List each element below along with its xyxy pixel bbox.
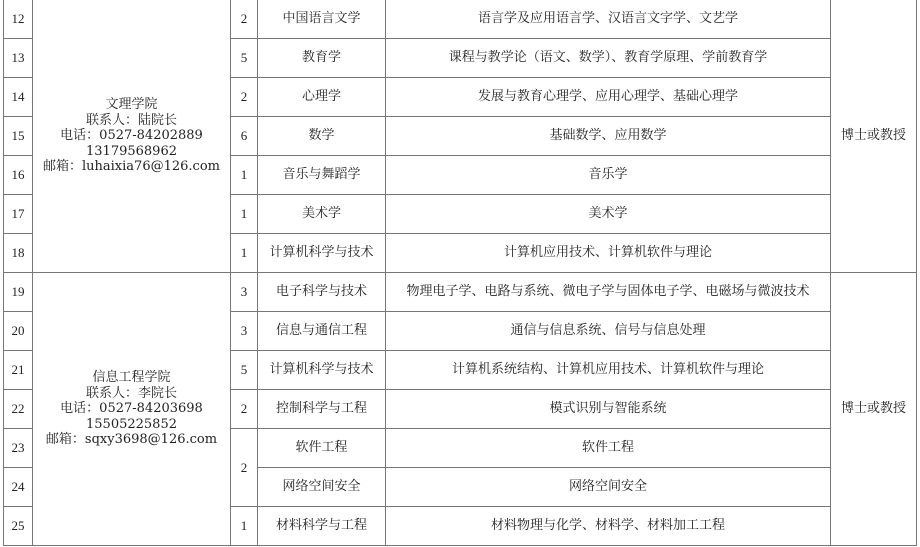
major-cell: 材料科学与工程 bbox=[258, 507, 386, 546]
college-contact-cell bbox=[33, 273, 231, 546]
row-number-cell: 17 bbox=[4, 195, 33, 234]
row-number-cell: 16 bbox=[4, 156, 33, 195]
recruitment-table bbox=[3, 0, 917, 546]
college-mobile: 13179568962 bbox=[86, 143, 177, 159]
major-cell: 网络空间安全 bbox=[258, 468, 386, 507]
table-row bbox=[4, 273, 917, 312]
major-cell: 美术学 bbox=[258, 195, 386, 234]
headcount-cell: 1 bbox=[231, 156, 258, 195]
college-phone: 电话：0527-84203698 bbox=[60, 401, 203, 417]
college-college: 信息工程学院 bbox=[92, 370, 171, 386]
row-number-cell: 19 bbox=[4, 273, 33, 312]
major-cell: 心理学 bbox=[258, 78, 386, 117]
row-number-cell: 13 bbox=[4, 39, 33, 78]
research-direction-cell: 计算机系统结构、计算机应用技术、计算机软件与理论 bbox=[386, 351, 831, 390]
row-number-cell: 21 bbox=[4, 351, 33, 390]
major-cell: 数学 bbox=[258, 117, 386, 156]
row-number-cell: 20 bbox=[4, 312, 33, 351]
major-cell: 软件工程 bbox=[258, 429, 386, 468]
college-mobile: 15505225852 bbox=[86, 416, 177, 432]
research-direction-cell: 音乐学 bbox=[386, 156, 831, 195]
headcount-cell: 2 bbox=[231, 429, 258, 507]
row-number-cell: 23 bbox=[4, 429, 33, 468]
headcount-cell: 5 bbox=[231, 39, 258, 78]
research-direction-cell: 网络空间安全 bbox=[386, 468, 831, 507]
headcount-cell: 3 bbox=[231, 312, 258, 351]
major-cell: 控制科学与工程 bbox=[258, 390, 386, 429]
row-number-cell: 24 bbox=[4, 468, 33, 507]
row-number-cell: 18 bbox=[4, 234, 33, 273]
research-direction-cell: 基础数学、应用数学 bbox=[386, 117, 831, 156]
college-contact-cell bbox=[33, 0, 231, 273]
research-direction-cell: 发展与教育心理学、应用心理学、基础心理学 bbox=[386, 78, 831, 117]
major-cell: 教育学 bbox=[258, 39, 386, 78]
major-cell: 中国语言文学 bbox=[258, 0, 386, 39]
research-direction-cell: 计算机应用技术、计算机软件与理论 bbox=[386, 234, 831, 273]
requirement-cell: 博士或教授 bbox=[831, 273, 917, 546]
row-number-cell: 25 bbox=[4, 507, 33, 546]
major-cell: 音乐与舞蹈学 bbox=[258, 156, 386, 195]
headcount-cell: 2 bbox=[231, 390, 258, 429]
row-number-cell: 15 bbox=[4, 117, 33, 156]
requirement-cell: 博士或教授 bbox=[831, 0, 917, 273]
row-number-cell: 12 bbox=[4, 0, 33, 39]
research-direction-cell: 通信与信息系统、信号与信息处理 bbox=[386, 312, 831, 351]
headcount-cell: 2 bbox=[231, 0, 258, 39]
headcount-cell: 1 bbox=[231, 234, 258, 273]
research-direction-cell: 模式识别与智能系统 bbox=[386, 390, 831, 429]
research-direction-cell: 物理电子学、电路与系统、微电子学与固体电子学、电磁场与微波技术 bbox=[386, 273, 831, 312]
college-email: 邮箱：luhaixia76@126.com bbox=[43, 159, 220, 175]
research-direction-cell: 软件工程 bbox=[386, 429, 831, 468]
headcount-cell: 1 bbox=[231, 195, 258, 234]
research-direction-cell: 材料物理与化学、材料学、材料加工工程 bbox=[386, 507, 831, 546]
row-number-cell: 14 bbox=[4, 78, 33, 117]
headcount-cell: 1 bbox=[231, 507, 258, 546]
major-cell: 电子科学与技术 bbox=[258, 273, 386, 312]
major-cell: 计算机科学与技术 bbox=[258, 234, 386, 273]
college-contact: 联系人：李院长 bbox=[85, 385, 177, 401]
row-number-cell: 22 bbox=[4, 390, 33, 429]
research-direction-cell: 课程与教学论（语文、数学）、教育学原理、学前教育学 bbox=[386, 39, 831, 78]
major-cell: 计算机科学与技术 bbox=[258, 351, 386, 390]
college-phone: 电话：0527-84202889 bbox=[60, 128, 203, 144]
college-college: 文理学院 bbox=[105, 97, 158, 113]
headcount-cell: 5 bbox=[231, 351, 258, 390]
college-contact: 联系人：陆院长 bbox=[85, 112, 177, 128]
major-cell: 信息与通信工程 bbox=[258, 312, 386, 351]
college-email: 邮箱：sqxy3698@126.com bbox=[45, 432, 218, 448]
research-direction-cell: 美术学 bbox=[386, 195, 831, 234]
headcount-cell: 2 bbox=[231, 78, 258, 117]
headcount-cell: 6 bbox=[231, 117, 258, 156]
table-row bbox=[4, 0, 917, 39]
headcount-cell: 3 bbox=[231, 273, 258, 312]
research-direction-cell: 语言学及应用语言学、汉语言文字学、文艺学 bbox=[386, 0, 831, 39]
